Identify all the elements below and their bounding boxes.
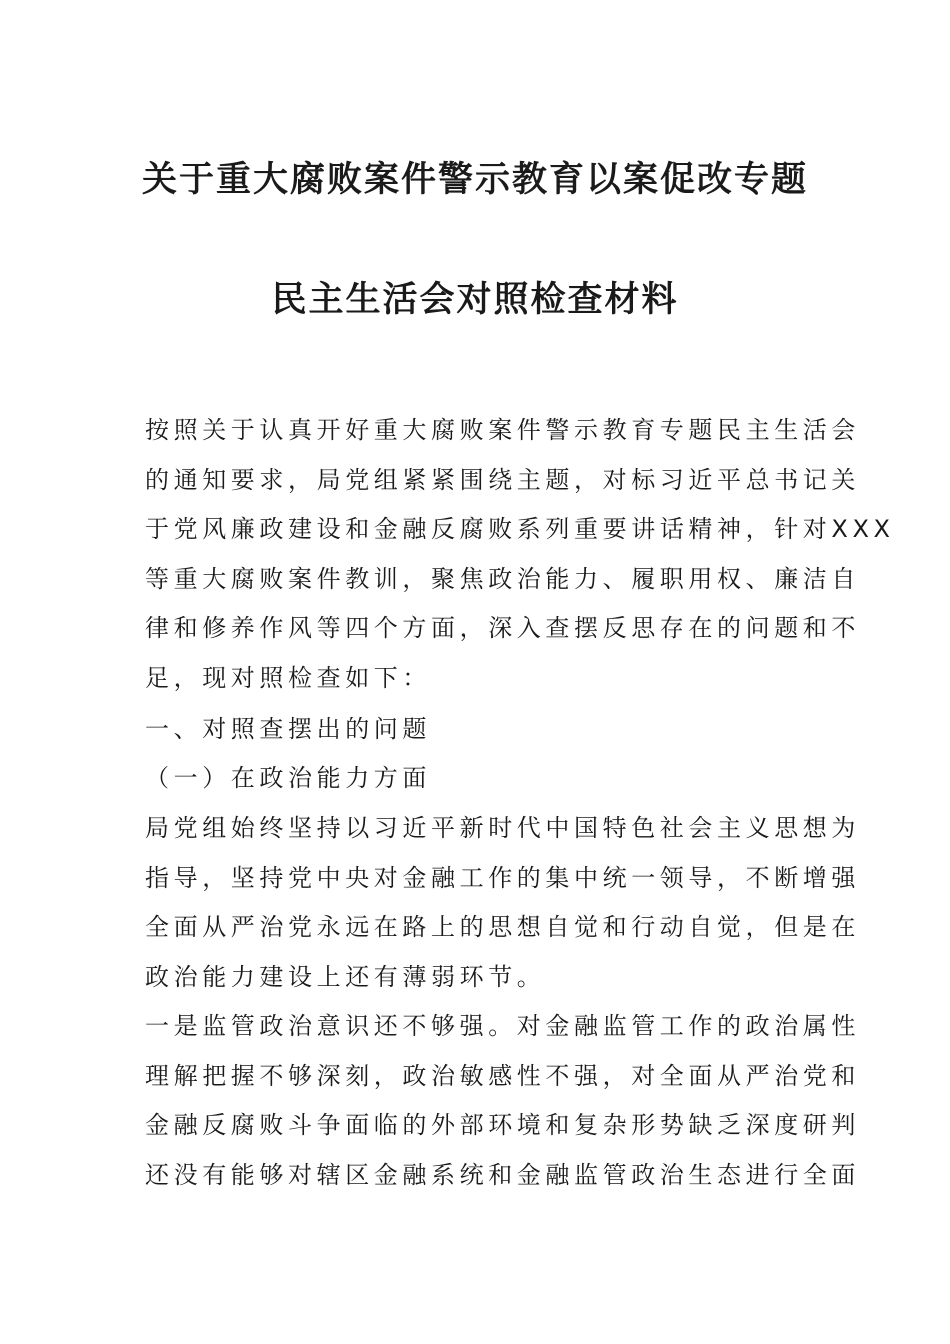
intro-line: 的通知要求，局党组紧紧围绕主题，对标习近平总书记关 <box>145 465 860 494</box>
section-heading-text: 一、对照查摆出的问题 <box>145 715 431 743</box>
intro-line: 足，现对照检查如下： <box>145 663 431 692</box>
paragraph-line: 还没有能够对辖区金融系统和金融监管政治生态进行全面 <box>145 1160 860 1189</box>
paragraph-line: 政治能力建设上还有薄弱环节。 <box>145 962 546 991</box>
intro-line: 律和修养作风等四个方面，深入查摆反思存在的问题和不 <box>145 614 860 642</box>
paragraph-line: 全面从严治党永远在路上的思想自觉和行动自觉，但是在 <box>145 913 860 941</box>
paragraph-line: 一是监管政治意识还不够强。对金融监管工作的政治属性 <box>145 1012 860 1040</box>
paragraph-line: 局党组始终坚持以习近平新时代中国特色社会主义思想为 <box>145 814 860 842</box>
paragraph-point-one <box>145 1002 860 1200</box>
intro-line: 于党风廉政建设和金融反腐败系列重要讲话精神，针对XXX <box>145 515 895 543</box>
paragraph-line: 理解把握不够深刻，政治敏感性不强，对全面从严治党和 <box>145 1061 860 1090</box>
paragraph-political-capacity <box>145 804 860 1002</box>
section-heading <box>145 705 807 755</box>
subsection-heading <box>145 754 807 804</box>
intro-paragraph <box>145 406 895 703</box>
document-title-line-1: 关于重大腐败案件警示教育以案促改专题 <box>141 160 808 200</box>
intro-line: 等重大腐败案件教训，聚焦政治能力、履职用权、廉洁自 <box>145 564 860 593</box>
subsection-heading-text: （一）在政治能力方面 <box>145 764 431 792</box>
intro-line: 按照关于认真开好重大腐败案件警示教育专题民主生活会 <box>145 416 860 444</box>
paragraph-line: 指导，坚持党中央对金融工作的集中统一领导，不断增强 <box>145 863 860 892</box>
paragraph-line: 金融反腐败斗争面临的外部环境和复杂形势缺乏深度研判 <box>145 1111 860 1139</box>
document-title-line-2: 民主生活会对照检查材料 <box>271 280 679 320</box>
